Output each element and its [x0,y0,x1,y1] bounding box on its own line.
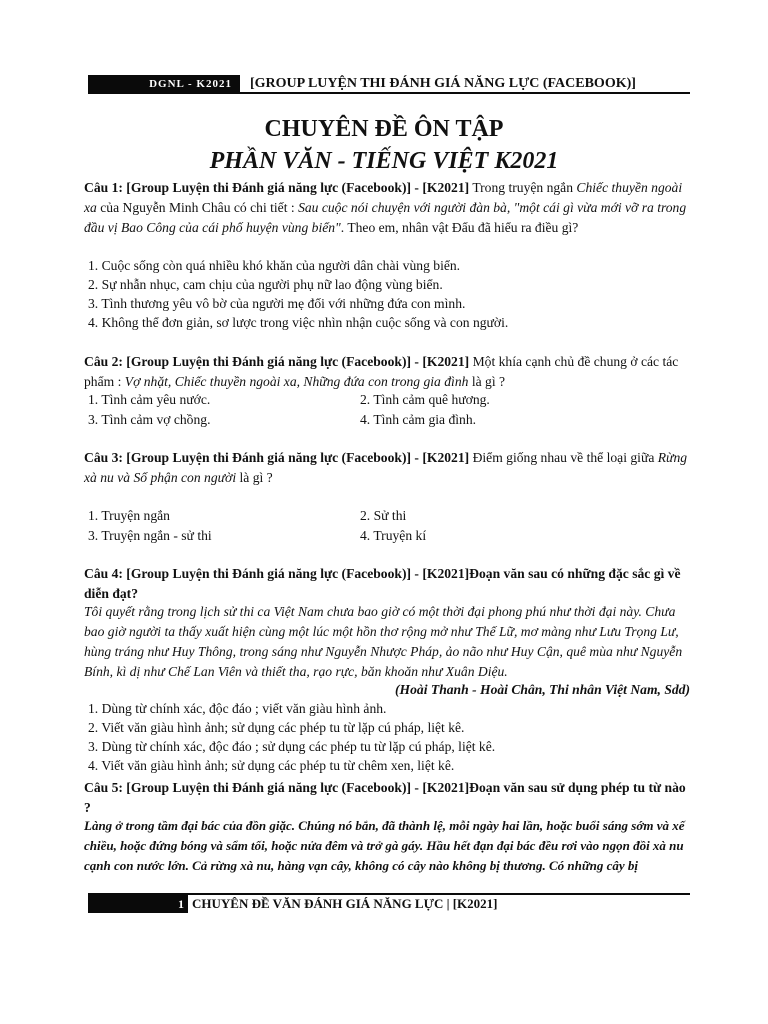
q2-option-4: 4. Tình cảm gia đình. [360,412,477,427]
page-number: 1 [88,895,188,913]
question-4 [84,564,694,604]
question-5-passage: Làng ở trong tầm đại bác của đồn giặc. Chúng nó bắn, đã thành lệ, mỗi ngày hai lần, hoặc buổi sáng sớm và xế chiều, hoặc đứng bóng và sẩm tối, hoặc nửa đêm và trở gà gáy. Hầu hết đạn đại bác đều rơi vào ngọn đồi xà nu cạnh con nước lớn. Cả rừng xà nu, hàng vạn cây, không có cây nào không bị thương. Có những cây bị [84,818,685,873]
question-4-text-a: Đoạn văn sau có những đặc sắc gì về diễn đạt? [84,566,681,601]
question-1-label: Câu 1: [Group Luyện thi Đánh giá năng lực (Facebook)] - [K2021] [84,180,470,195]
footer-title: CHUYÊN ĐỀ VĂN ĐÁNH GIÁ NĂNG LỰC | [K2021] [192,896,498,911]
question-4-passage: Tôi quyết rằng trong lịch sử thi ca Việt Nam chưa bao giờ có một thời đại phong phú như thời đại này. Chưa bao giờ người ta thấy xuất hiện cùng một lúc một hồn thơ rộng mở như Thế Lữ, mơ màng như Lưu Trọng Lư, hùng tráng như Huy Thông, trong sáng như Nguyễn Nhược Pháp, ảo não như Huy Cận, quê mùa như Nguyễn Bính, kì dị như Chế Lan Viên và thiết tha, rạo rực, băn khoăn như Xuân Diệu. [84,604,683,679]
q2-option-2: 2. Tình cảm quê hương. [360,392,490,407]
question-2-text-b: là gì ? [468,374,506,389]
header-rule [88,92,690,94]
header-tag: DGNL - K2021 [88,75,240,93]
q1-option-3: 3. Tình thương yêu vô bờ của người mẹ đối với những đứa con mình. [88,296,466,311]
q1-option-1: 1. Cuộc sống còn quá nhiều khó khăn của người dân chài vùng biển. [88,258,461,273]
q1-option-2: 2. Sự nhẫn nhục, cam chịu của người phụ nữ lao động vùng biển. [88,277,443,292]
q3-option-3: 3. Truyện ngắn - sử thi [88,528,212,543]
question-2-works: Vợ nhặt, Chiếc thuyền ngoài xa, Những đứa con trong gia đình [124,374,469,389]
header-title: [GROUP LUYỆN THI ĐÁNH GIÁ NĂNG LỰC (FACEBOOK)] [250,76,636,91]
question-1 [84,178,694,238]
question-5-text-a: Đoạn văn sau sử dụng phép tu từ nào ? [84,780,686,815]
question-2-text-a: Một khía cạnh chủ đề chung ở các tác phẩm : [84,354,679,389]
q1-option-4: 4. Không thể đơn giản, sơ lược trong việc nhìn nhận cuộc sống và con người. [88,315,509,330]
question-1-text-b: của Nguyễn Minh Châu có chi tiết : [96,200,299,215]
question-1-work: Chiếc thuyền ngoài xa [84,180,683,215]
question-1-quote: Sau cuộc nói chuyện với người đàn bà, "một cái gì vừa mới vỡ ra trong đầu vị Bao Công của cái phố huyện vùng biển" [84,200,687,235]
q3-option-1: 1. Truyện ngắn [88,508,170,523]
document-title: CHUYÊN ĐỀ ÔN TẬP [264,116,504,142]
question-5-label: Câu 5: [Group Luyện thi Đánh giá năng lực (Facebook)] - [K2021] [84,780,470,795]
q4-option-1: 1. Dùng từ chính xác, độc đáo ; viết văn giàu hình ảnh. [88,701,387,716]
question-1-text-a: Trong truyện ngắn [469,180,577,195]
document-subtitle: PHẦN VĂN - TIẾNG VIỆT K2021 [209,148,559,174]
question-3-text-a: Điểm giống nhau về thể loại giữa [469,450,658,465]
q2-option-3: 3. Tình cảm vợ chồng. [88,412,211,427]
question-2 [84,352,694,392]
page-footer [88,893,690,913]
question-5 [84,778,694,818]
question-3 [84,448,694,488]
question-3-works: Rừng xà nu và Số phận con người [84,450,688,485]
q3-option-2: 2. Sử thi [360,508,407,523]
question-1-text-c: . Theo em, nhân vật Đẩu đã hiểu ra điều gì? [340,220,579,235]
question-4-label: Câu 4: [Group Luyện thi Đánh giá năng lực (Facebook)] - [K2021] [84,566,470,581]
q3-option-4: 4. Truyện kí [360,528,427,543]
q2-option-1: 1. Tình cảm yêu nước. [88,392,211,407]
q4-option-3: 3. Dùng từ chính xác, độc đáo ; sử dụng các phép tu từ lặp cú pháp, liệt kê. [88,739,496,754]
question-4-source: (Hoài Thanh - Hoài Chân, Thi nhân Việt Nam, Sdd) [395,682,690,697]
question-3-label: Câu 3: [Group Luyện thi Đánh giá năng lực (Facebook)] - [K2021] [84,450,470,465]
question-3-text-b: là gì ? [236,470,273,485]
page-header [88,75,690,93]
q4-option-4: 4. Viết văn giàu hình ảnh; sử dụng các phép tu từ chêm xen, liệt kê. [88,758,455,773]
question-2-label: Câu 2: [Group Luyện thi Đánh giá năng lực (Facebook)] - [K2021] [84,354,470,369]
q4-option-2: 2. Viết văn giàu hình ảnh; sử dụng các phép tu từ lặp cú pháp, liệt kê. [88,720,465,735]
